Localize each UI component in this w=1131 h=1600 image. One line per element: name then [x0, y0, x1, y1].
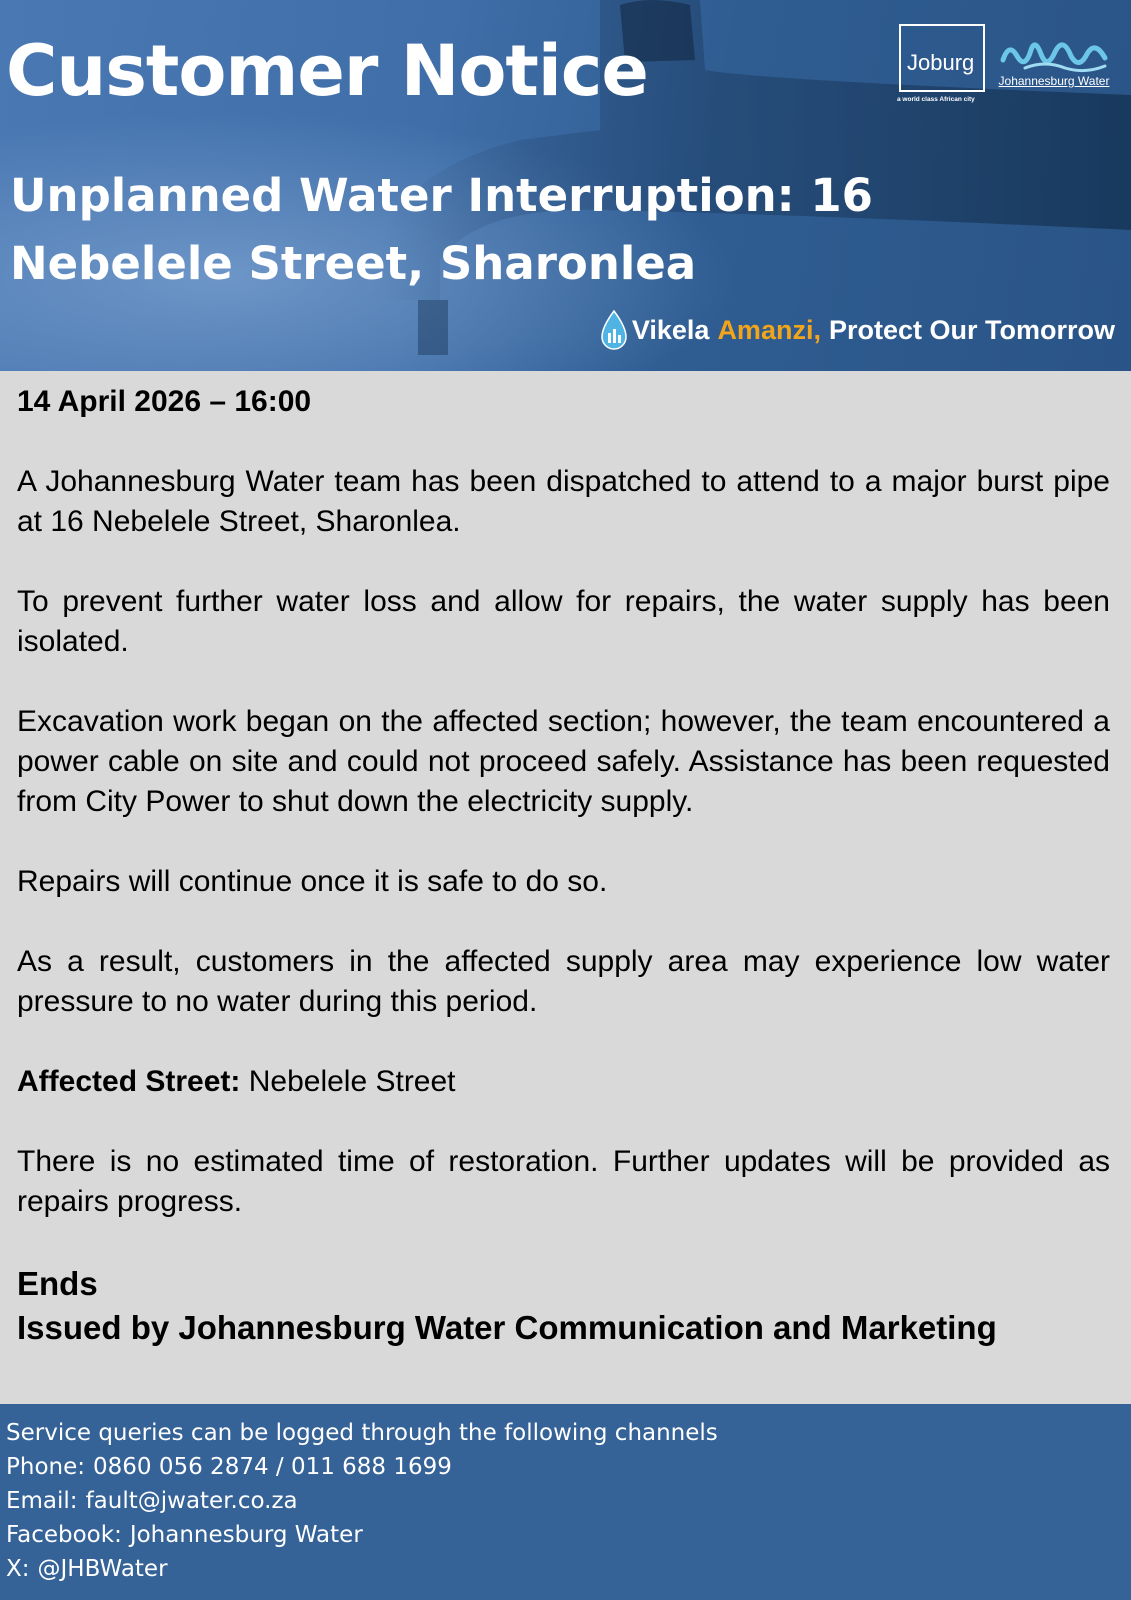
headline-line-2: Nebelele Street, Sharonlea	[10, 237, 697, 290]
footer-x	[6, 1552, 1131, 1586]
affected-street-label: Affected Street:	[17, 1065, 241, 1098]
paragraph-isolation: To prevent further water loss and allow for repairs, the water supply has been isolated.	[17, 585, 1110, 658]
water-drop-icon	[598, 309, 630, 351]
phone-label: Phone:	[6, 1454, 85, 1480]
ends-label: Ends	[17, 1265, 98, 1302]
footer-facebook	[6, 1518, 1131, 1552]
slogan-word-1: Vikela	[631, 314, 710, 345]
issued-by: Issued by Johannesburg Water Communication and Marketing	[17, 1309, 997, 1346]
paragraph-excavation: Excavation work began on the affected section; however, the team encountered a power cable on site and could not proceed safely. Assistance has been requested from City Power to shut down the electricity supply.	[17, 705, 1110, 818]
affected-street	[17, 1062, 1110, 1102]
footer-email	[6, 1484, 1131, 1518]
facebook-label: Facebook:	[6, 1522, 122, 1548]
johannesburg-water-logo-text: Johannesburg Water	[998, 74, 1110, 88]
facebook-link[interactable]: Johannesburg Water	[129, 1522, 363, 1548]
footer-intro: Service queries can be logged through the following channels	[6, 1420, 718, 1446]
email-link[interactable]: fault@jwater.co.za	[85, 1488, 298, 1514]
contact-footer	[0, 1404, 1131, 1600]
notice-date: 14 April 2026 – 16:00	[17, 385, 312, 418]
notice-body	[17, 382, 1110, 1350]
x-label: X:	[6, 1556, 30, 1582]
paragraph-impact: As a result, customers in the affected supply area may experience low water pressure to no water during this period.	[17, 945, 1110, 1018]
johannesburg-water-logo	[995, 30, 1113, 92]
joburg-logo	[897, 24, 987, 106]
slogan	[598, 310, 1115, 350]
paragraph-dispatch: A Johannesburg Water team has been dispatched to attend to a major burst pipe at 16 Nebelele Street, Sharonlea.	[17, 465, 1110, 538]
paragraph-repairs: Repairs will continue once it is safe to do so.	[17, 865, 608, 898]
phone-value[interactable]: 0860 056 2874 / 011 688 1699	[93, 1454, 452, 1480]
paragraph-restoration: There is no estimated time of restoration. Further updates will be provided as repairs progress.	[17, 1145, 1110, 1218]
notice-headline	[10, 162, 970, 298]
joburg-logo-wordmark: Joburg	[907, 50, 975, 75]
headline-line-1: Unplanned Water Interruption: 16	[10, 169, 873, 222]
email-label: Email:	[6, 1488, 78, 1514]
affected-street-value: Nebelele Street	[248, 1065, 456, 1098]
footer-phone	[6, 1450, 1131, 1484]
notice-header	[0, 0, 1131, 371]
slogan-rest: Protect Our Tomorrow	[828, 314, 1115, 345]
x-handle-link[interactable]: @JHBWater	[37, 1556, 168, 1582]
slogan-word-2: Amanzi,	[717, 314, 821, 345]
joburg-logo-tagline: a world class African city	[897, 96, 975, 103]
notice-title: Customer Notice	[6, 30, 648, 112]
water-wave-icon	[995, 30, 1113, 74]
